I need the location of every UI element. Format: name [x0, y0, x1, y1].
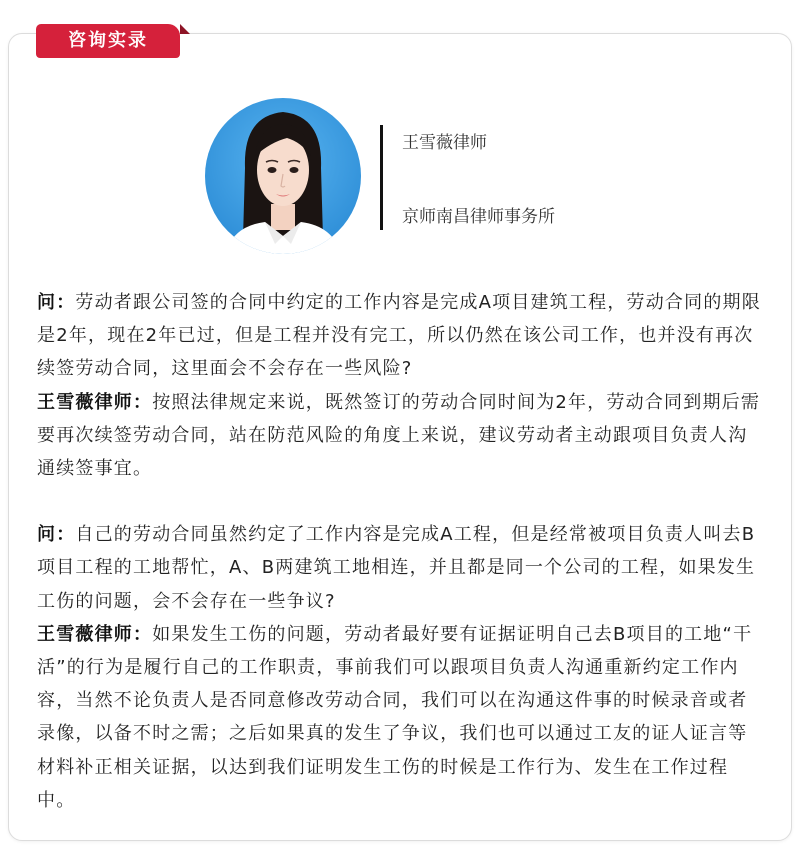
answer-text: 如果发生工伤的问题，劳动者最好要有证据证明自己去B项目的工地“干活”的行为是履行自己的工作职责，事前我们可以跟项目负责人沟通重新约定工作内容，当然不论负责人是否同意修改劳动合同，我们可以在沟通这件事的时候录音或者录像，以备不时之需；之后如果真的发生了争议，我们也可以通过工友的证人证言等材料补正相关证据，以达到我们证明发生工伤的时候是工作行为、发生在工作过程中。: [37, 623, 753, 811]
lawyer-firm: 京师南昌律师事务所: [402, 207, 555, 227]
answer-text: 按照法律规定来说，既然签订的劳动合同时间为2年，劳动合同到期后需要再次续签劳动合同，站在防范风险的角度上来说，建议劳动者主动跟项目负责人沟通续签事宜。: [37, 391, 761, 480]
answer-2: [37, 618, 763, 817]
paragraph-gap: [37, 485, 763, 518]
question-text: 自己的劳动合同虽然约定了工作内容是完成A工程，但是经常被项目负责人叫去B项目工程的工地帮忙，A、B两建筑工地相连，并且都是同一个公司的工程，如果发生工伤的问题，会不会存在一些争议?: [37, 524, 756, 612]
tab-fold-decoration: [180, 24, 190, 34]
question-label: 问：: [37, 524, 76, 546]
section-tab: 咨询实录: [36, 24, 180, 58]
qa-content: [37, 286, 763, 817]
answer-1: [37, 386, 763, 486]
answer-label: 王雪薇律师：: [37, 391, 153, 413]
answer-label: 王雪薇律师：: [37, 623, 153, 645]
question-text: 劳动者跟公司签的合同中约定的工作内容是完成A项目建筑工程，劳动合同的期限是2年，现在2年已过，但是工程并没有完工，所以仍然在该公司工作，也并没有再次续签劳动合同，这里面会不会存在一些风险?: [37, 292, 761, 380]
question-1: [37, 286, 763, 386]
lawyer-photo-icon: [205, 98, 361, 254]
lawyer-avatar: [205, 98, 361, 254]
name-divider: [380, 125, 383, 230]
question-2: [37, 518, 763, 618]
lawyer-name: 王雪薇律师: [402, 133, 487, 153]
question-label: 问：: [37, 292, 76, 313]
